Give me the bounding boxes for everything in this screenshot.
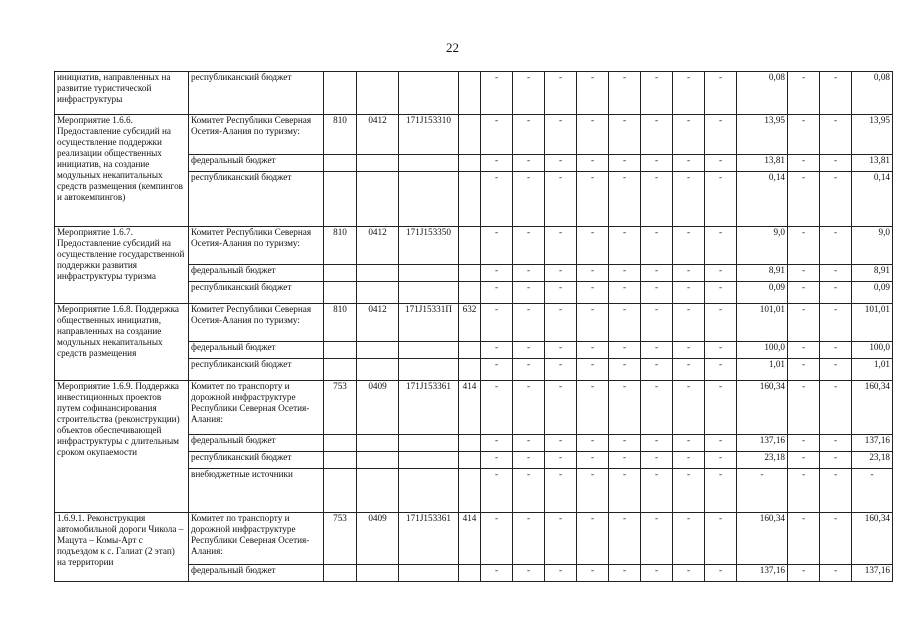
year-value: - — [705, 469, 737, 513]
year-value: - — [545, 452, 577, 469]
year-value: - — [788, 115, 820, 155]
year-value: - — [705, 304, 737, 342]
year-value: - — [609, 513, 641, 565]
year-value: - — [545, 469, 577, 513]
year-value: - — [513, 304, 545, 342]
section-code: 0409 — [357, 513, 399, 565]
year-value: - — [545, 172, 577, 227]
year-value: 100,0 — [852, 342, 893, 359]
year-value: - — [641, 565, 673, 582]
year-value: - — [641, 265, 673, 282]
year-value: - — [513, 172, 545, 227]
year-value: - — [609, 115, 641, 155]
measure-name: Мероприятие 1.6.7. Предоставление субсидий на осуществление государственной поддержки развития инфраструктуры туризма — [55, 227, 189, 304]
year-value: - — [481, 435, 513, 452]
table-row — [55, 72, 893, 115]
section-code — [357, 359, 399, 381]
year-value: - — [481, 72, 513, 115]
expense-type: 632 — [459, 304, 481, 342]
year-value: - — [577, 172, 609, 227]
year-value: - — [673, 72, 705, 115]
expense-type: 414 — [459, 513, 481, 565]
year-value: - — [788, 72, 820, 115]
section-code — [357, 265, 399, 282]
year-value: - — [513, 155, 545, 172]
year-value: - — [609, 282, 641, 304]
expense-type — [459, 469, 481, 513]
year-value: - — [820, 227, 852, 265]
grbs-code — [324, 452, 357, 469]
section-code — [357, 155, 399, 172]
year-value: - — [609, 359, 641, 381]
year-value: 160,34 — [852, 381, 893, 435]
funding-source: республиканский бюджет — [189, 359, 324, 381]
year-value: - — [788, 513, 820, 565]
grbs-code — [324, 265, 357, 282]
year-value: - — [513, 282, 545, 304]
year-value: - — [820, 72, 852, 115]
year-value: - — [609, 435, 641, 452]
grbs-code: 753 — [324, 513, 357, 565]
year-value: - — [641, 359, 673, 381]
year-value: - — [673, 565, 705, 582]
year-value: - — [513, 227, 545, 265]
grbs-code — [324, 435, 357, 452]
year-value: - — [641, 435, 673, 452]
year-value: - — [481, 155, 513, 172]
year-value: - — [705, 565, 737, 582]
funding-source: федеральный бюджет — [189, 155, 324, 172]
year-value: - — [641, 469, 673, 513]
grbs-code: 810 — [324, 115, 357, 155]
year-value: 23,18 — [852, 452, 893, 469]
measure-name: 1.6.9.1. Реконструкция автомобильной дороги Чикола – Мацута – Комы-Арт с подъездом к с. Галиат (2 этап) на территории — [55, 513, 189, 582]
year-value: - — [641, 513, 673, 565]
year-value: - — [673, 359, 705, 381]
target-article — [399, 172, 459, 227]
year-value: - — [545, 265, 577, 282]
target-article — [399, 469, 459, 513]
year-value: - — [705, 265, 737, 282]
year-value: - — [481, 115, 513, 155]
grbs-code — [324, 282, 357, 304]
expense-type — [459, 227, 481, 265]
expense-type — [459, 265, 481, 282]
year-value: - — [513, 115, 545, 155]
year-value: - — [673, 435, 705, 452]
grbs-code — [324, 359, 357, 381]
page-number: 22 — [446, 40, 459, 55]
year-value: - — [577, 381, 609, 435]
year-value: - — [545, 115, 577, 155]
expense-type — [459, 172, 481, 227]
year-value: - — [705, 513, 737, 565]
year-value: - — [820, 359, 852, 381]
funding-source: Комитет Республики Северная Осетия-Алания по туризму: — [189, 227, 324, 265]
year-value: - — [577, 115, 609, 155]
year-value: - — [641, 227, 673, 265]
year-value: - — [852, 469, 893, 513]
grbs-code — [324, 342, 357, 359]
grbs-code: 810 — [324, 304, 357, 342]
grbs-code — [324, 172, 357, 227]
year-value: - — [788, 435, 820, 452]
year-value: - — [673, 115, 705, 155]
year-value: 160,34 — [852, 513, 893, 565]
expense-type — [459, 115, 481, 155]
year-value: - — [820, 452, 852, 469]
year-value: - — [641, 452, 673, 469]
year-value: - — [609, 342, 641, 359]
measure-name: инициатив, направленных на развитие туристической инфраструктуры — [55, 72, 189, 115]
year-value: 9,0 — [737, 227, 788, 265]
section-code — [357, 72, 399, 115]
funding-source: Комитет Республики Северная Осетия-Алания по туризму: — [189, 115, 324, 155]
year-value: 137,16 — [852, 435, 893, 452]
target-article: 171J153361 — [399, 513, 459, 565]
measure-name: Мероприятие 1.6.9. Поддержка инвестиционных проектов путем софинансирования строительства (реконструкции) объектов обеспечивающей инфраструктуры с длительным сроком окупаемости — [55, 381, 189, 513]
year-value: 1,01 — [852, 359, 893, 381]
budget-table — [54, 71, 893, 582]
grbs-code — [324, 72, 357, 115]
year-value: - — [788, 359, 820, 381]
expense-type — [459, 565, 481, 582]
year-value: - — [673, 304, 705, 342]
year-value: - — [481, 227, 513, 265]
section-code — [357, 565, 399, 582]
table-row — [55, 115, 893, 155]
year-value: - — [545, 342, 577, 359]
year-value: - — [577, 265, 609, 282]
year-value: - — [820, 115, 852, 155]
funding-source: федеральный бюджет — [189, 435, 324, 452]
year-value: - — [788, 381, 820, 435]
target-article: 171J153310 — [399, 115, 459, 155]
funding-source: республиканский бюджет — [189, 282, 324, 304]
funding-source: Комитет по транспорту и дорожной инфраструктуре Республики Северная Осетия-Алания: — [189, 513, 324, 565]
year-value: 13,95 — [852, 115, 893, 155]
year-value: - — [641, 115, 673, 155]
funding-source: республиканский бюджет — [189, 72, 324, 115]
grbs-code — [324, 155, 357, 172]
year-value: - — [673, 155, 705, 172]
year-value: - — [609, 304, 641, 342]
target-article — [399, 342, 459, 359]
year-value: - — [481, 282, 513, 304]
measure-name: Мероприятие 1.6.6. Предоставление субсидий на осуществление поддержки реализации общественных инициатив, на создание модульных некапитальных средств размещения (кемпингов и автокемпингов) — [55, 115, 189, 227]
year-value: - — [673, 172, 705, 227]
year-value: - — [641, 282, 673, 304]
year-value: - — [577, 342, 609, 359]
funding-source: федеральный бюджет — [189, 565, 324, 582]
target-article — [399, 452, 459, 469]
year-value: - — [513, 469, 545, 513]
year-value: - — [820, 172, 852, 227]
year-value: 160,34 — [737, 513, 788, 565]
year-value: - — [609, 381, 641, 435]
year-value: - — [673, 469, 705, 513]
year-value: 8,91 — [852, 265, 893, 282]
year-value: - — [577, 452, 609, 469]
year-value: - — [545, 359, 577, 381]
section-code — [357, 342, 399, 359]
section-code: 0409 — [357, 381, 399, 435]
table-row — [55, 381, 893, 435]
year-value: - — [577, 304, 609, 342]
funding-source: республиканский бюджет — [189, 452, 324, 469]
year-value: - — [820, 565, 852, 582]
year-value: - — [820, 282, 852, 304]
grbs-code — [324, 565, 357, 582]
section-code: 0412 — [357, 304, 399, 342]
year-value: 137,16 — [737, 435, 788, 452]
year-value: - — [609, 265, 641, 282]
year-value: - — [705, 155, 737, 172]
section-code — [357, 435, 399, 452]
table-row — [55, 513, 893, 565]
section-code — [357, 172, 399, 227]
year-value: 101,01 — [852, 304, 893, 342]
expense-type: 414 — [459, 381, 481, 435]
year-value: - — [820, 513, 852, 565]
target-article — [399, 72, 459, 115]
target-article — [399, 265, 459, 282]
year-value: - — [513, 72, 545, 115]
expense-type — [459, 342, 481, 359]
year-value: - — [545, 155, 577, 172]
year-value: - — [545, 565, 577, 582]
year-value: - — [609, 227, 641, 265]
year-value: 1,01 — [737, 359, 788, 381]
year-value: 100,0 — [737, 342, 788, 359]
expense-type — [459, 282, 481, 304]
year-value: - — [788, 342, 820, 359]
year-value: - — [788, 565, 820, 582]
year-value: - — [820, 155, 852, 172]
funding-source: федеральный бюджет — [189, 342, 324, 359]
expense-type — [459, 435, 481, 452]
year-value: - — [481, 359, 513, 381]
expense-type — [459, 359, 481, 381]
year-value: 0,09 — [737, 282, 788, 304]
year-value: - — [545, 304, 577, 342]
table-row — [55, 227, 893, 265]
section-code — [357, 452, 399, 469]
year-value: - — [513, 342, 545, 359]
year-value: - — [545, 381, 577, 435]
target-article — [399, 435, 459, 452]
year-value: - — [513, 381, 545, 435]
year-value: 13,81 — [852, 155, 893, 172]
year-value: - — [705, 452, 737, 469]
year-value: - — [481, 513, 513, 565]
year-value: - — [577, 227, 609, 265]
target-article — [399, 565, 459, 582]
year-value: - — [513, 513, 545, 565]
year-value: - — [673, 381, 705, 435]
expense-type — [459, 155, 481, 172]
year-value: 137,16 — [852, 565, 893, 582]
year-value: 0,08 — [852, 72, 893, 115]
year-value: - — [577, 155, 609, 172]
year-value: - — [577, 72, 609, 115]
year-value: - — [481, 304, 513, 342]
year-value: 137,16 — [737, 565, 788, 582]
year-value: - — [820, 435, 852, 452]
year-value: - — [641, 381, 673, 435]
year-value: - — [641, 155, 673, 172]
target-article — [399, 359, 459, 381]
year-value: - — [481, 172, 513, 227]
year-value: - — [513, 265, 545, 282]
year-value: - — [705, 342, 737, 359]
section-code: 0412 — [357, 227, 399, 265]
year-value: - — [545, 513, 577, 565]
target-article — [399, 155, 459, 172]
year-value: - — [788, 155, 820, 172]
year-value: 0,14 — [852, 172, 893, 227]
year-value: - — [609, 72, 641, 115]
year-value: - — [641, 342, 673, 359]
year-value: - — [641, 72, 673, 115]
year-value: - — [545, 227, 577, 265]
year-value: - — [641, 304, 673, 342]
funding-source: внебюджетные источники — [189, 469, 324, 513]
expense-type — [459, 452, 481, 469]
expense-type — [459, 72, 481, 115]
year-value: - — [577, 359, 609, 381]
year-value: - — [609, 452, 641, 469]
year-value: 0,14 — [737, 172, 788, 227]
year-value: - — [788, 304, 820, 342]
year-value: - — [705, 227, 737, 265]
year-value: - — [820, 265, 852, 282]
year-value: - — [609, 469, 641, 513]
year-value: - — [705, 72, 737, 115]
year-value: - — [513, 565, 545, 582]
year-value: - — [820, 304, 852, 342]
year-value: - — [705, 381, 737, 435]
year-value: 101,01 — [737, 304, 788, 342]
section-code — [357, 469, 399, 513]
target-article: 171J15331П — [399, 304, 459, 342]
year-value: 8,91 — [737, 265, 788, 282]
year-value: - — [481, 469, 513, 513]
section-code — [357, 282, 399, 304]
year-value: - — [705, 172, 737, 227]
year-value: 0,09 — [852, 282, 893, 304]
year-value: - — [673, 342, 705, 359]
year-value: - — [577, 469, 609, 513]
grbs-code: 810 — [324, 227, 357, 265]
year-value: - — [481, 342, 513, 359]
year-value: - — [820, 381, 852, 435]
target-article: 171J153361 — [399, 381, 459, 435]
year-value: - — [481, 565, 513, 582]
year-value: - — [788, 282, 820, 304]
year-value: 9,0 — [852, 227, 893, 265]
year-value: - — [577, 565, 609, 582]
year-value: - — [609, 565, 641, 582]
funding-source: Комитет по транспорту и дорожной инфраструктуре Республики Северная Осетия-Алания: — [189, 381, 324, 435]
year-value: - — [577, 513, 609, 565]
year-value: 0,08 — [737, 72, 788, 115]
year-value: - — [737, 469, 788, 513]
year-value: - — [609, 155, 641, 172]
year-value: - — [705, 282, 737, 304]
year-value: - — [577, 435, 609, 452]
year-value: 160,34 — [737, 381, 788, 435]
year-value: - — [609, 172, 641, 227]
year-value: - — [545, 282, 577, 304]
year-value: - — [673, 452, 705, 469]
year-value: 13,81 — [737, 155, 788, 172]
year-value: - — [481, 452, 513, 469]
section-code: 0412 — [357, 115, 399, 155]
year-value: 23,18 — [737, 452, 788, 469]
year-value: - — [577, 282, 609, 304]
funding-source: Комитет Республики Северная Осетия-Алания по туризму: — [189, 304, 324, 342]
year-value: - — [481, 381, 513, 435]
target-article — [399, 282, 459, 304]
funding-source: федеральный бюджет — [189, 265, 324, 282]
year-value: - — [788, 452, 820, 469]
measure-name: Мероприятие 1.6.8. Поддержка общественных инициатив, направленных на создание модульных некапитальных средств размещения — [55, 304, 189, 381]
year-value: - — [641, 172, 673, 227]
year-value: - — [705, 115, 737, 155]
year-value: - — [788, 172, 820, 227]
year-value: - — [481, 265, 513, 282]
target-article: 171J153350 — [399, 227, 459, 265]
year-value: - — [513, 452, 545, 469]
grbs-code — [324, 469, 357, 513]
year-value: - — [788, 265, 820, 282]
grbs-code: 753 — [324, 381, 357, 435]
year-value: - — [820, 469, 852, 513]
year-value: 13,95 — [737, 115, 788, 155]
year-value: - — [788, 469, 820, 513]
year-value: - — [788, 227, 820, 265]
year-value: - — [545, 72, 577, 115]
year-value: - — [705, 435, 737, 452]
year-value: - — [513, 435, 545, 452]
year-value: - — [673, 513, 705, 565]
year-value: - — [545, 435, 577, 452]
year-value: - — [513, 359, 545, 381]
funding-source: республиканский бюджет — [189, 172, 324, 227]
year-value: - — [673, 227, 705, 265]
year-value: - — [673, 265, 705, 282]
year-value: - — [673, 282, 705, 304]
year-value: - — [820, 342, 852, 359]
table-row — [55, 304, 893, 342]
year-value: - — [705, 359, 737, 381]
